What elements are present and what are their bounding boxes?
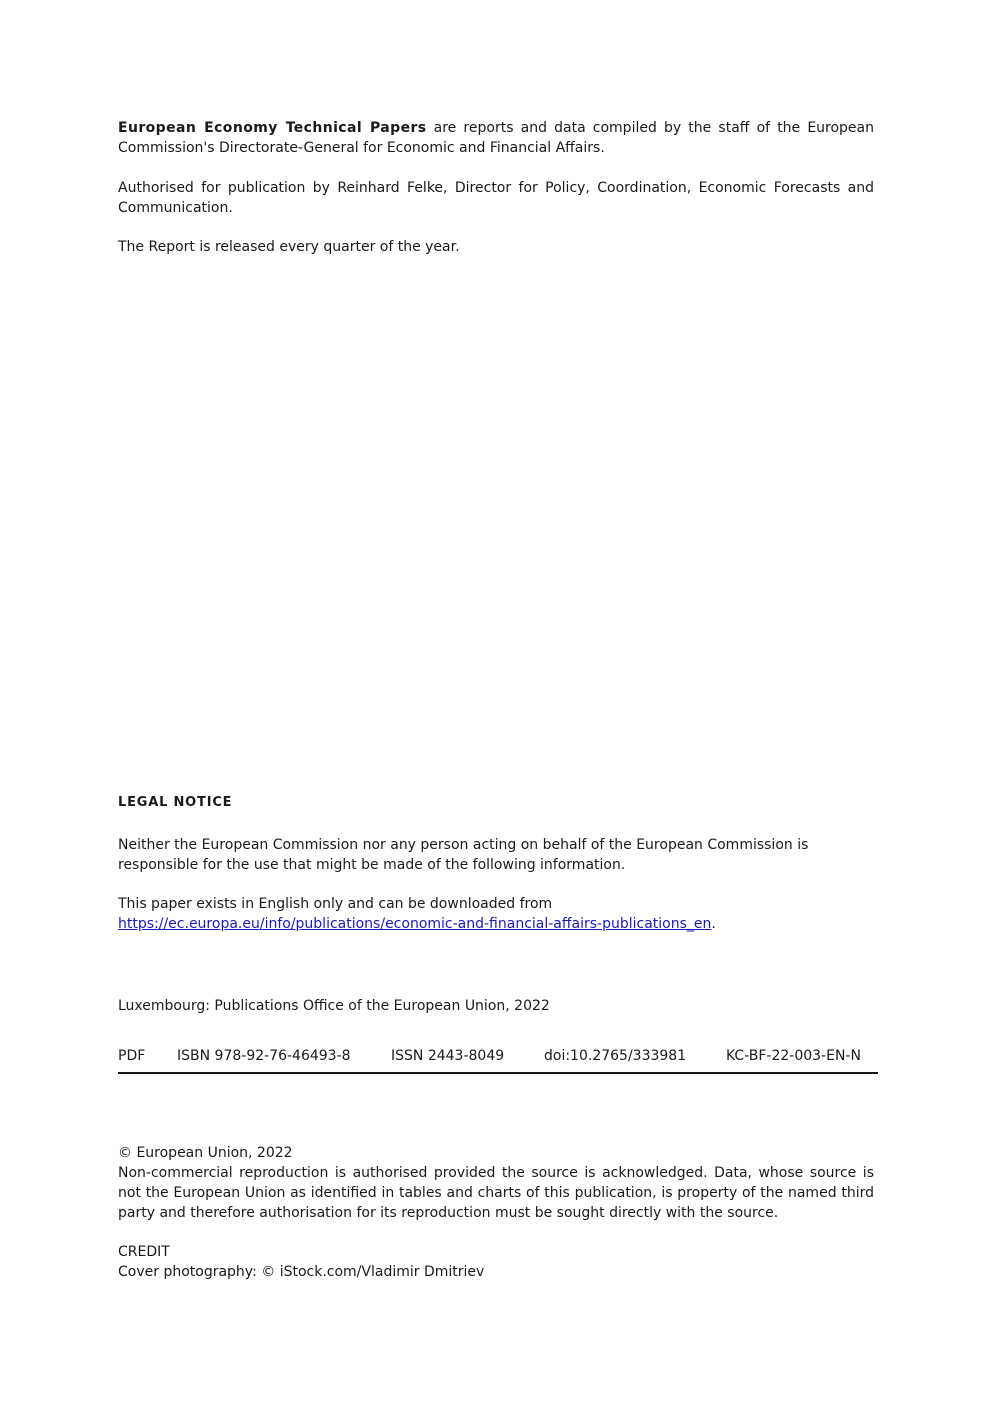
credit-block bbox=[118, 1242, 874, 1282]
intro-paragraph-1-text: are reports and data compiled by the staff of the European Commission's Directorate-General for Economic and Financial Affairs. bbox=[118, 120, 874, 156]
intro-paragraph-3: The Report is released every quarter of the year. bbox=[118, 239, 460, 255]
format-label: PDF bbox=[118, 1048, 146, 1064]
download-link-end: . bbox=[711, 916, 716, 932]
intro-paragraph-2: Authorised for publication by Reinhard Felke, Director for Policy, Coordination, Economic Forecasts and Communication. bbox=[118, 180, 874, 216]
download-paragraph bbox=[118, 894, 874, 934]
publisher-line: Luxembourg: Publications Office of the European Union, 2022 bbox=[118, 998, 550, 1014]
reproduction-notice: Non-commercial reproduction is authorised provided the source is acknowledged. Data, whose source is not the European Union as identified in tables and charts of this publication, is property of the named third party and therefore authorisation for its reproduction must be sought directly with the source. bbox=[118, 1165, 874, 1221]
copyright-line: © European Union, 2022 bbox=[118, 1145, 293, 1161]
issn-label: ISSN 2443-8049 bbox=[391, 1048, 505, 1064]
credit-text: Cover photography: © iStock.com/Vladimir Dmitriev bbox=[118, 1264, 485, 1280]
intro-paragraph-1 bbox=[118, 118, 874, 158]
isbn-label: ISBN 978-92-76-46493-8 bbox=[177, 1048, 351, 1064]
doi-label: doi:10.2765/333981 bbox=[544, 1048, 687, 1064]
copyright-block bbox=[118, 1143, 874, 1223]
series-title: European Economy Technical Papers bbox=[118, 120, 427, 136]
legal-notice-heading: LEGAL NOTICE bbox=[118, 795, 233, 810]
credit-heading: CREDIT bbox=[118, 1244, 170, 1260]
download-link[interactable]: https://ec.europa.eu/info/publications/economic-and-financial-affairs-publications_en bbox=[118, 916, 712, 932]
identifiers-row bbox=[118, 1046, 878, 1074]
legal-notice-paragraph: Neither the European Commission nor any person acting on behalf of the European Commission is responsible for the use that might be made of the following information. bbox=[118, 837, 809, 873]
download-text: This paper exists in English only and can be downloaded from bbox=[118, 896, 553, 912]
catalogue-number: KC-BF-22-003-EN-N bbox=[726, 1048, 861, 1064]
